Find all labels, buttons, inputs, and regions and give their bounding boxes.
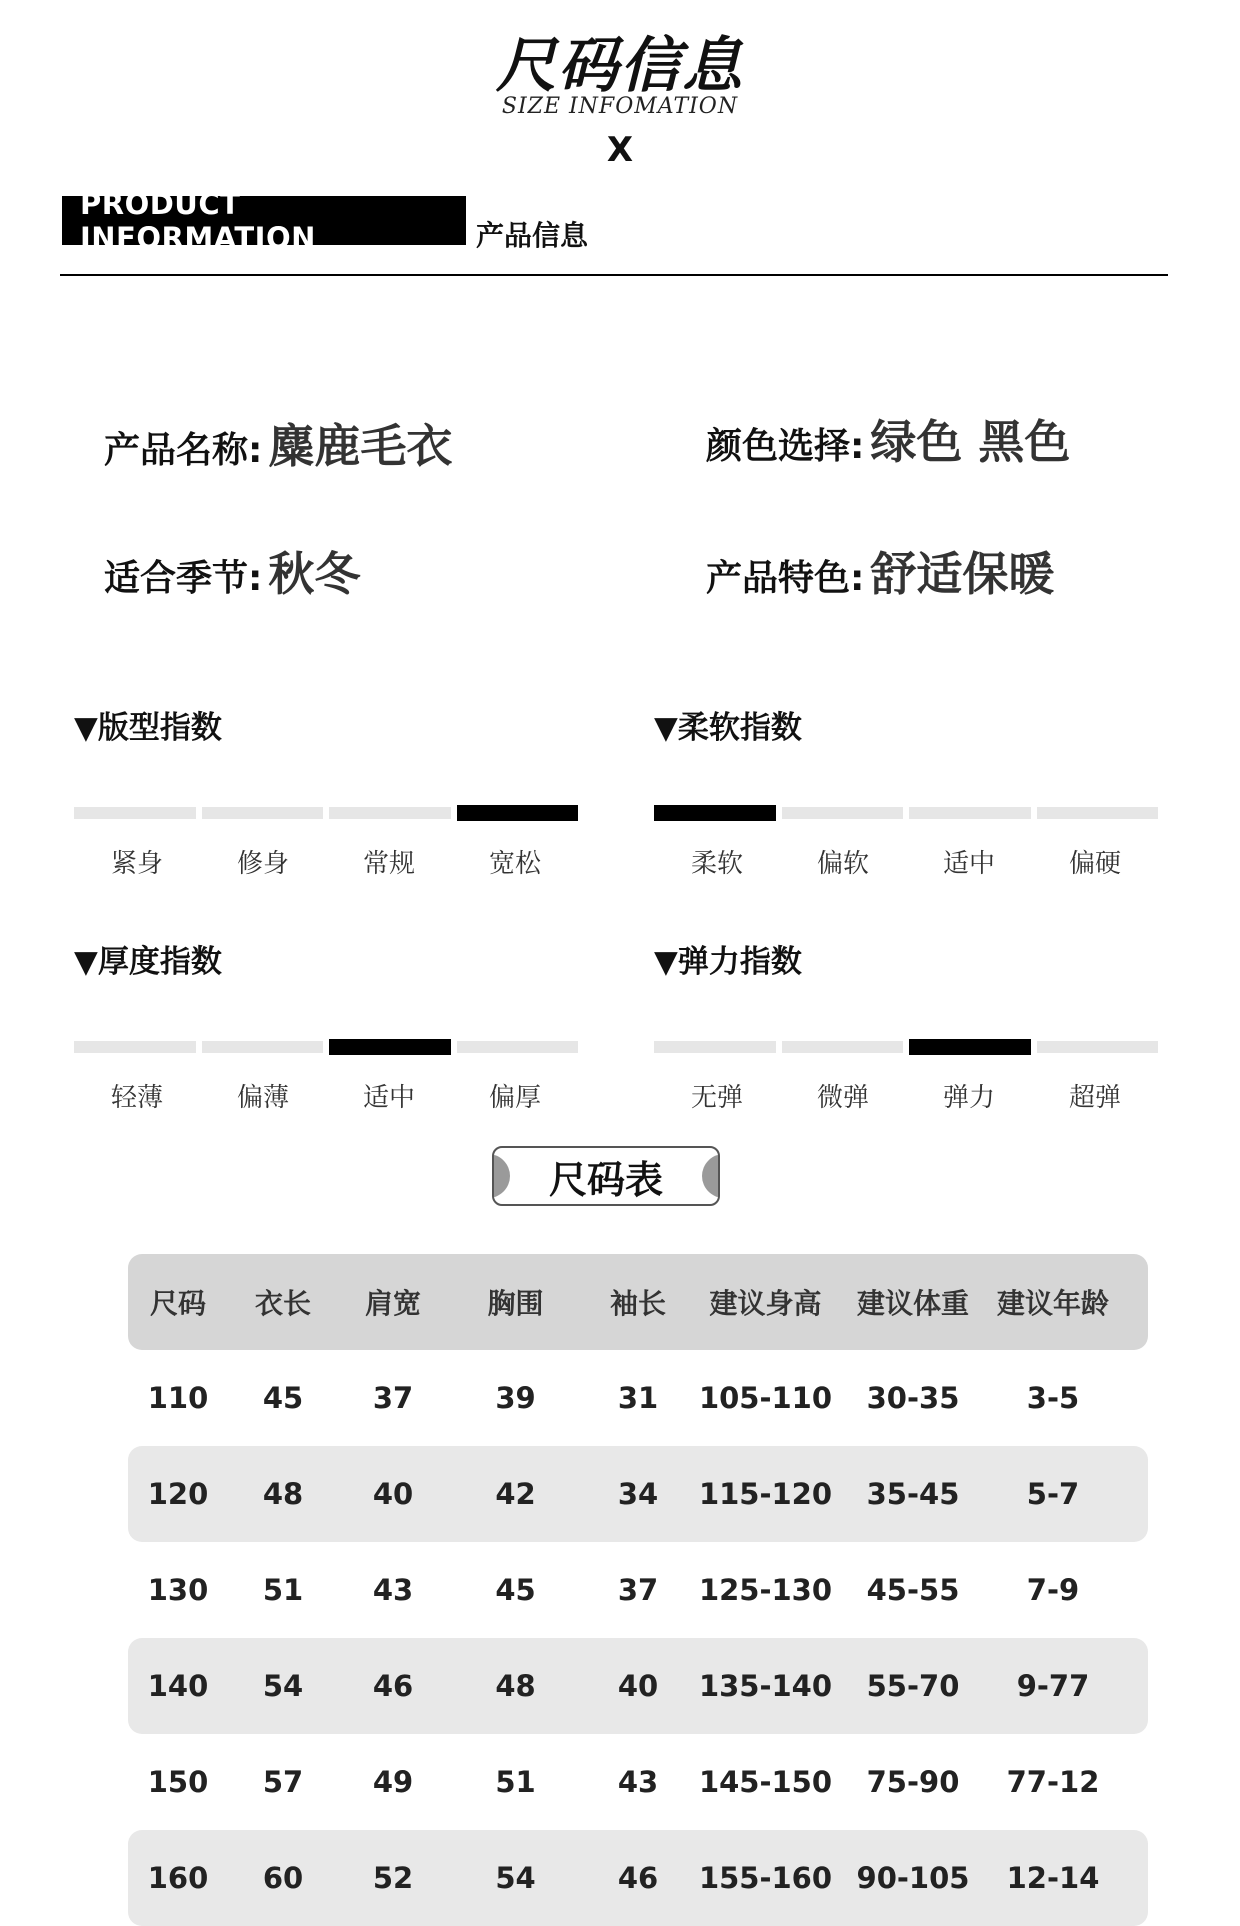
header-cell: 袖长 (609, 1287, 666, 1320)
header-cell: 建议年龄 (996, 1287, 1109, 1320)
table-cell: 5-7 (1026, 1477, 1080, 1511)
color-value: 绿色 黑色 (870, 415, 1071, 469)
header-cell: 肩宽 (364, 1287, 421, 1320)
table-cell: 155-160 (698, 1861, 833, 1895)
product-information-label: 产品信息 (476, 219, 589, 252)
table-row (128, 1542, 1148, 1638)
table-cell: 45 (262, 1381, 304, 1415)
season-row (104, 538, 360, 604)
elasticity-index (654, 936, 1158, 1114)
index-label: 修身 (236, 849, 289, 879)
table-cell: 9-77 (1016, 1669, 1090, 1703)
header-cell: 建议体重 (856, 1287, 969, 1320)
table-cell: 52 (372, 1861, 414, 1895)
thickness-index-title: ▼厚度指数 (74, 944, 222, 980)
index-bar (74, 807, 196, 819)
table-cell: 90-105 (856, 1861, 970, 1895)
button-cap-right (702, 1154, 720, 1198)
table-cell: 54 (262, 1669, 304, 1703)
button-cap-left (492, 1154, 510, 1198)
thickness-index (74, 936, 578, 1114)
index-label: 偏硬 (1068, 849, 1121, 879)
table-cell: 48 (262, 1477, 304, 1511)
softness-index-bars (654, 805, 1158, 821)
color-row (706, 406, 1070, 472)
x-mark: X (606, 130, 634, 170)
size-table (128, 1254, 1148, 1926)
fit-index-bars (74, 805, 578, 821)
elasticity-index-title: ▼弹力指数 (654, 944, 802, 980)
index-bar (329, 1039, 451, 1055)
table-cell: 40 (372, 1477, 414, 1511)
table-cell: 43 (372, 1573, 414, 1607)
index-label: 偏薄 (236, 1083, 289, 1113)
table-cell: 54 (495, 1861, 536, 1895)
index-bar (654, 805, 776, 821)
table-cell: 135-140 (698, 1669, 833, 1703)
table-cell: 105-110 (698, 1381, 833, 1415)
index-bar (909, 807, 1031, 819)
table-cell: 75-90 (866, 1765, 960, 1799)
table-cell: 49 (372, 1765, 414, 1799)
product-name-label: 产品名称: (104, 430, 263, 471)
table-cell: 12-14 (1006, 1861, 1100, 1895)
table-cell: 115-120 (698, 1477, 833, 1511)
table-row (128, 1446, 1148, 1542)
index-bar (782, 807, 904, 819)
table-cell: 130 (147, 1573, 209, 1607)
table-cell: 46 (372, 1669, 414, 1703)
table-cell: 57 (262, 1765, 304, 1799)
table-cell: 45 (495, 1573, 536, 1607)
table-cell: 150 (147, 1765, 209, 1799)
index-label: 适中 (942, 849, 995, 879)
index-bar (202, 807, 324, 819)
table-cell: 46 (617, 1861, 659, 1895)
index-label: 无弹 (690, 1083, 743, 1113)
index-bar (782, 1041, 904, 1053)
page-subtitle: SIZE INFOMATION (501, 94, 739, 119)
index-bar (74, 1041, 196, 1053)
table-row (128, 1830, 1148, 1926)
size-table-button (492, 1146, 720, 1206)
thickness-index-labels (74, 1077, 578, 1114)
table-cell: 145-150 (698, 1765, 833, 1799)
fit-index-labels (74, 843, 578, 880)
table-cell: 37 (617, 1573, 659, 1607)
index-label: 常规 (362, 849, 415, 879)
season-value: 秋冬 (268, 547, 361, 601)
table-row (128, 1734, 1148, 1830)
product-information-badge: PRODUCT INFORMATION (62, 196, 466, 245)
index-bar (202, 1041, 324, 1053)
index-bar (654, 1041, 776, 1053)
table-cell: 110 (147, 1381, 209, 1415)
table-cell: 55-70 (866, 1669, 960, 1703)
table-cell: 45-55 (866, 1573, 960, 1607)
index-bar (329, 807, 451, 819)
header-cell: 胸围 (487, 1287, 544, 1320)
header-cell: 衣长 (254, 1287, 311, 1320)
table-cell: 30-35 (866, 1381, 960, 1415)
table-cell: 125-130 (698, 1573, 833, 1607)
index-label: 超弹 (1068, 1083, 1121, 1113)
fit-index (74, 702, 578, 880)
index-label: 弹力 (942, 1083, 995, 1113)
table-cell: 37 (372, 1381, 414, 1415)
table-cell: 60 (262, 1861, 304, 1895)
table-cell: 43 (617, 1765, 659, 1799)
index-bar (457, 805, 579, 821)
table-cell: 42 (495, 1477, 536, 1511)
thickness-index-bars (74, 1039, 578, 1055)
table-cell: 160 (147, 1861, 209, 1895)
divider (60, 274, 1168, 276)
softness-index (654, 702, 1158, 880)
color-label: 颜色选择: (706, 426, 865, 467)
table-cell: 3-5 (1026, 1381, 1080, 1415)
index-label: 偏厚 (488, 1083, 541, 1113)
table-cell: 120 (147, 1477, 209, 1511)
table-row (128, 1638, 1148, 1734)
table-row (128, 1350, 1148, 1446)
table-cell: 48 (495, 1669, 536, 1703)
index-label: 紧身 (110, 849, 163, 879)
page-title: 尺码信息 (496, 31, 744, 101)
table-cell: 51 (262, 1573, 304, 1607)
index-bar (909, 1039, 1031, 1055)
feature-value: 舒适保暖 (870, 547, 1055, 601)
index-bar (1037, 1041, 1159, 1053)
index-label: 微弹 (816, 1083, 869, 1113)
feature-label: 产品特色: (706, 558, 865, 599)
header-cell: 建议身高 (709, 1287, 822, 1320)
table-cell: 140 (147, 1669, 209, 1703)
index-label: 轻薄 (110, 1083, 163, 1113)
table-cell: 39 (495, 1381, 536, 1415)
table-cell: 7-9 (1026, 1573, 1080, 1607)
table-cell: 31 (617, 1381, 659, 1415)
index-label: 偏软 (816, 849, 869, 879)
table-cell: 40 (617, 1669, 659, 1703)
table-cell: 51 (495, 1765, 536, 1799)
table-cell: 34 (617, 1477, 659, 1511)
size-table-label: 尺码表 (548, 1157, 663, 1202)
index-bar (457, 1041, 579, 1053)
index-label: 宽松 (488, 849, 541, 879)
index-bar (1037, 807, 1159, 819)
softness-index-title: ▼柔软指数 (654, 710, 802, 746)
elasticity-index-bars (654, 1039, 1158, 1055)
fit-index-title: ▼版型指数 (74, 710, 222, 746)
softness-index-labels (654, 843, 1158, 880)
product-name-value: 麋鹿毛衣 (268, 419, 453, 473)
product-name-row (104, 410, 452, 476)
season-label: 适合季节: (104, 558, 263, 599)
table-header-row (128, 1254, 1148, 1350)
index-label: 柔软 (690, 849, 743, 879)
header-cell: 尺码 (149, 1287, 206, 1320)
table-cell: 35-45 (866, 1477, 960, 1511)
table-cell: 77-12 (1006, 1765, 1100, 1799)
index-label: 适中 (362, 1083, 415, 1113)
feature-row (706, 538, 1054, 604)
elasticity-index-labels (654, 1077, 1158, 1114)
